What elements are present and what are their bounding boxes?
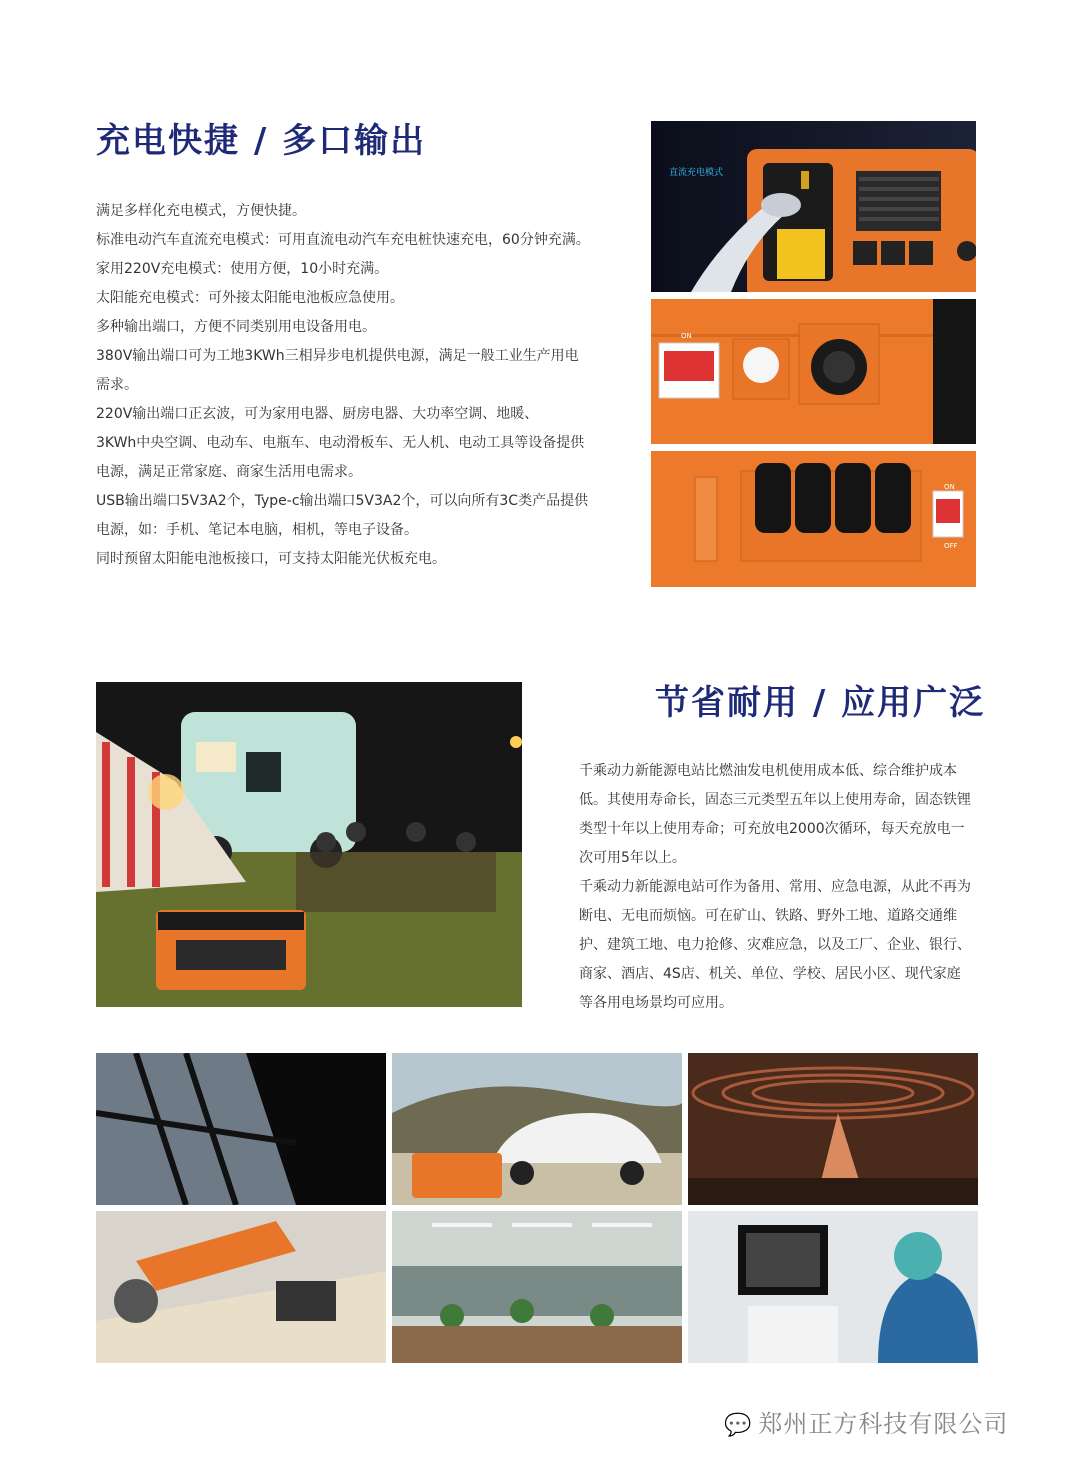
text-line: 220V输出端口正玄波，可为家用电器、厨房电器、大功率空调、地暖、 — [96, 406, 539, 422]
text-line: 多种输出端口，方便不同类别用电设备用电。 — [96, 319, 376, 335]
text-line: USB输出端口5V3A2个，Type-c输出端口5V3A2个，可以向所有3C类产品提供 — [96, 493, 589, 509]
wechat-icon: 💬 — [724, 1413, 753, 1438]
text-line: 电源，满足正常家庭、商家生活用电需求。 — [96, 464, 362, 480]
text-line: 太阳能充电模式：可外接太阳能电池板应急使用。 — [96, 290, 404, 306]
text-line: 次可用5年以上。 — [579, 850, 686, 866]
office-space-photo — [392, 1211, 682, 1363]
panel-mode-label: 直流充电模式 — [669, 168, 724, 178]
product-charging-photo — [651, 121, 976, 292]
product-380v-port-photo — [651, 299, 976, 444]
text-line: 同时预留太阳能电池板接口，可支持太阳能光伏板充电。 — [96, 551, 446, 567]
text-line: 需求。 — [96, 377, 138, 393]
text-line: 类型十年以上使用寿命；可充放电2000次循环，每天充放电一 — [579, 821, 965, 837]
text-line: 380V输出端口可为工地3KWh三相异步电机提供电源，满足一般工业生产用电 — [96, 348, 579, 364]
text-line: 千乘动力新能源电站比燃油发电机使用成本低、综合维护成本 — [579, 763, 957, 779]
text-line: 3KWh中央空调、电动车、电瓶车、电动滑板车、无人机、电动工具等设备提供 — [96, 435, 585, 451]
hall-interior-photo — [688, 1053, 978, 1205]
text-line: 千乘动力新能源电站可作为备用、常用、应急电源，从此不再为 — [579, 879, 971, 895]
text-line: 满足多样化充电模式，方便快捷。 — [96, 203, 306, 219]
switch-off-label: OFF — [681, 390, 695, 398]
section2-body — [579, 757, 999, 1018]
text-line: 等各用电场景均可应用。 — [579, 995, 733, 1011]
text-line: 护、建筑工地、电力抢修、灾难应急，以及工厂、企业、银行、 — [579, 937, 971, 953]
section1-body — [96, 197, 626, 574]
text-line: 低。其使用寿命长，固态三元类型五年以上使用寿命，固态铁锂 — [579, 792, 971, 808]
electric-car-outdoor-photo — [392, 1053, 682, 1205]
switch-on-label: ON — [944, 483, 955, 491]
construction-work-photo — [96, 1211, 386, 1363]
text-line: 标准电动汽车直流充电模式：可用直流电动汽车充电桩快速充电，60分钟充满。 — [96, 232, 590, 248]
text-line: 电源，如：手机、笔记本电脑，相机，等电子设备。 — [96, 522, 418, 538]
switch-on-label: ON — [681, 332, 692, 340]
product-220v-ports-photo — [651, 451, 976, 587]
watermark-text: 郑州正方科技有限公司 — [758, 1410, 1009, 1438]
text-line: 断电、无电而烦恼。可在矿山、铁路、野外工地、道路交通维 — [579, 908, 957, 924]
switch-off-label: OFF — [944, 542, 958, 550]
section1-title: 充电快捷 / 多口输出 — [96, 121, 427, 161]
medical-ultrasound-photo — [688, 1211, 978, 1363]
watermark — [724, 1404, 1008, 1439]
classroom-photo — [96, 1053, 386, 1205]
text-line: 商家、酒店、4S店、机关、单位、学校、居民小区、现代家庭 — [579, 966, 961, 982]
camping-scene-photo — [96, 682, 522, 1007]
text-line: 家用220V充电模式：使用方便，10小时充满。 — [96, 261, 389, 277]
section2-title: 节省耐用 / 应用广泛 — [655, 683, 986, 723]
